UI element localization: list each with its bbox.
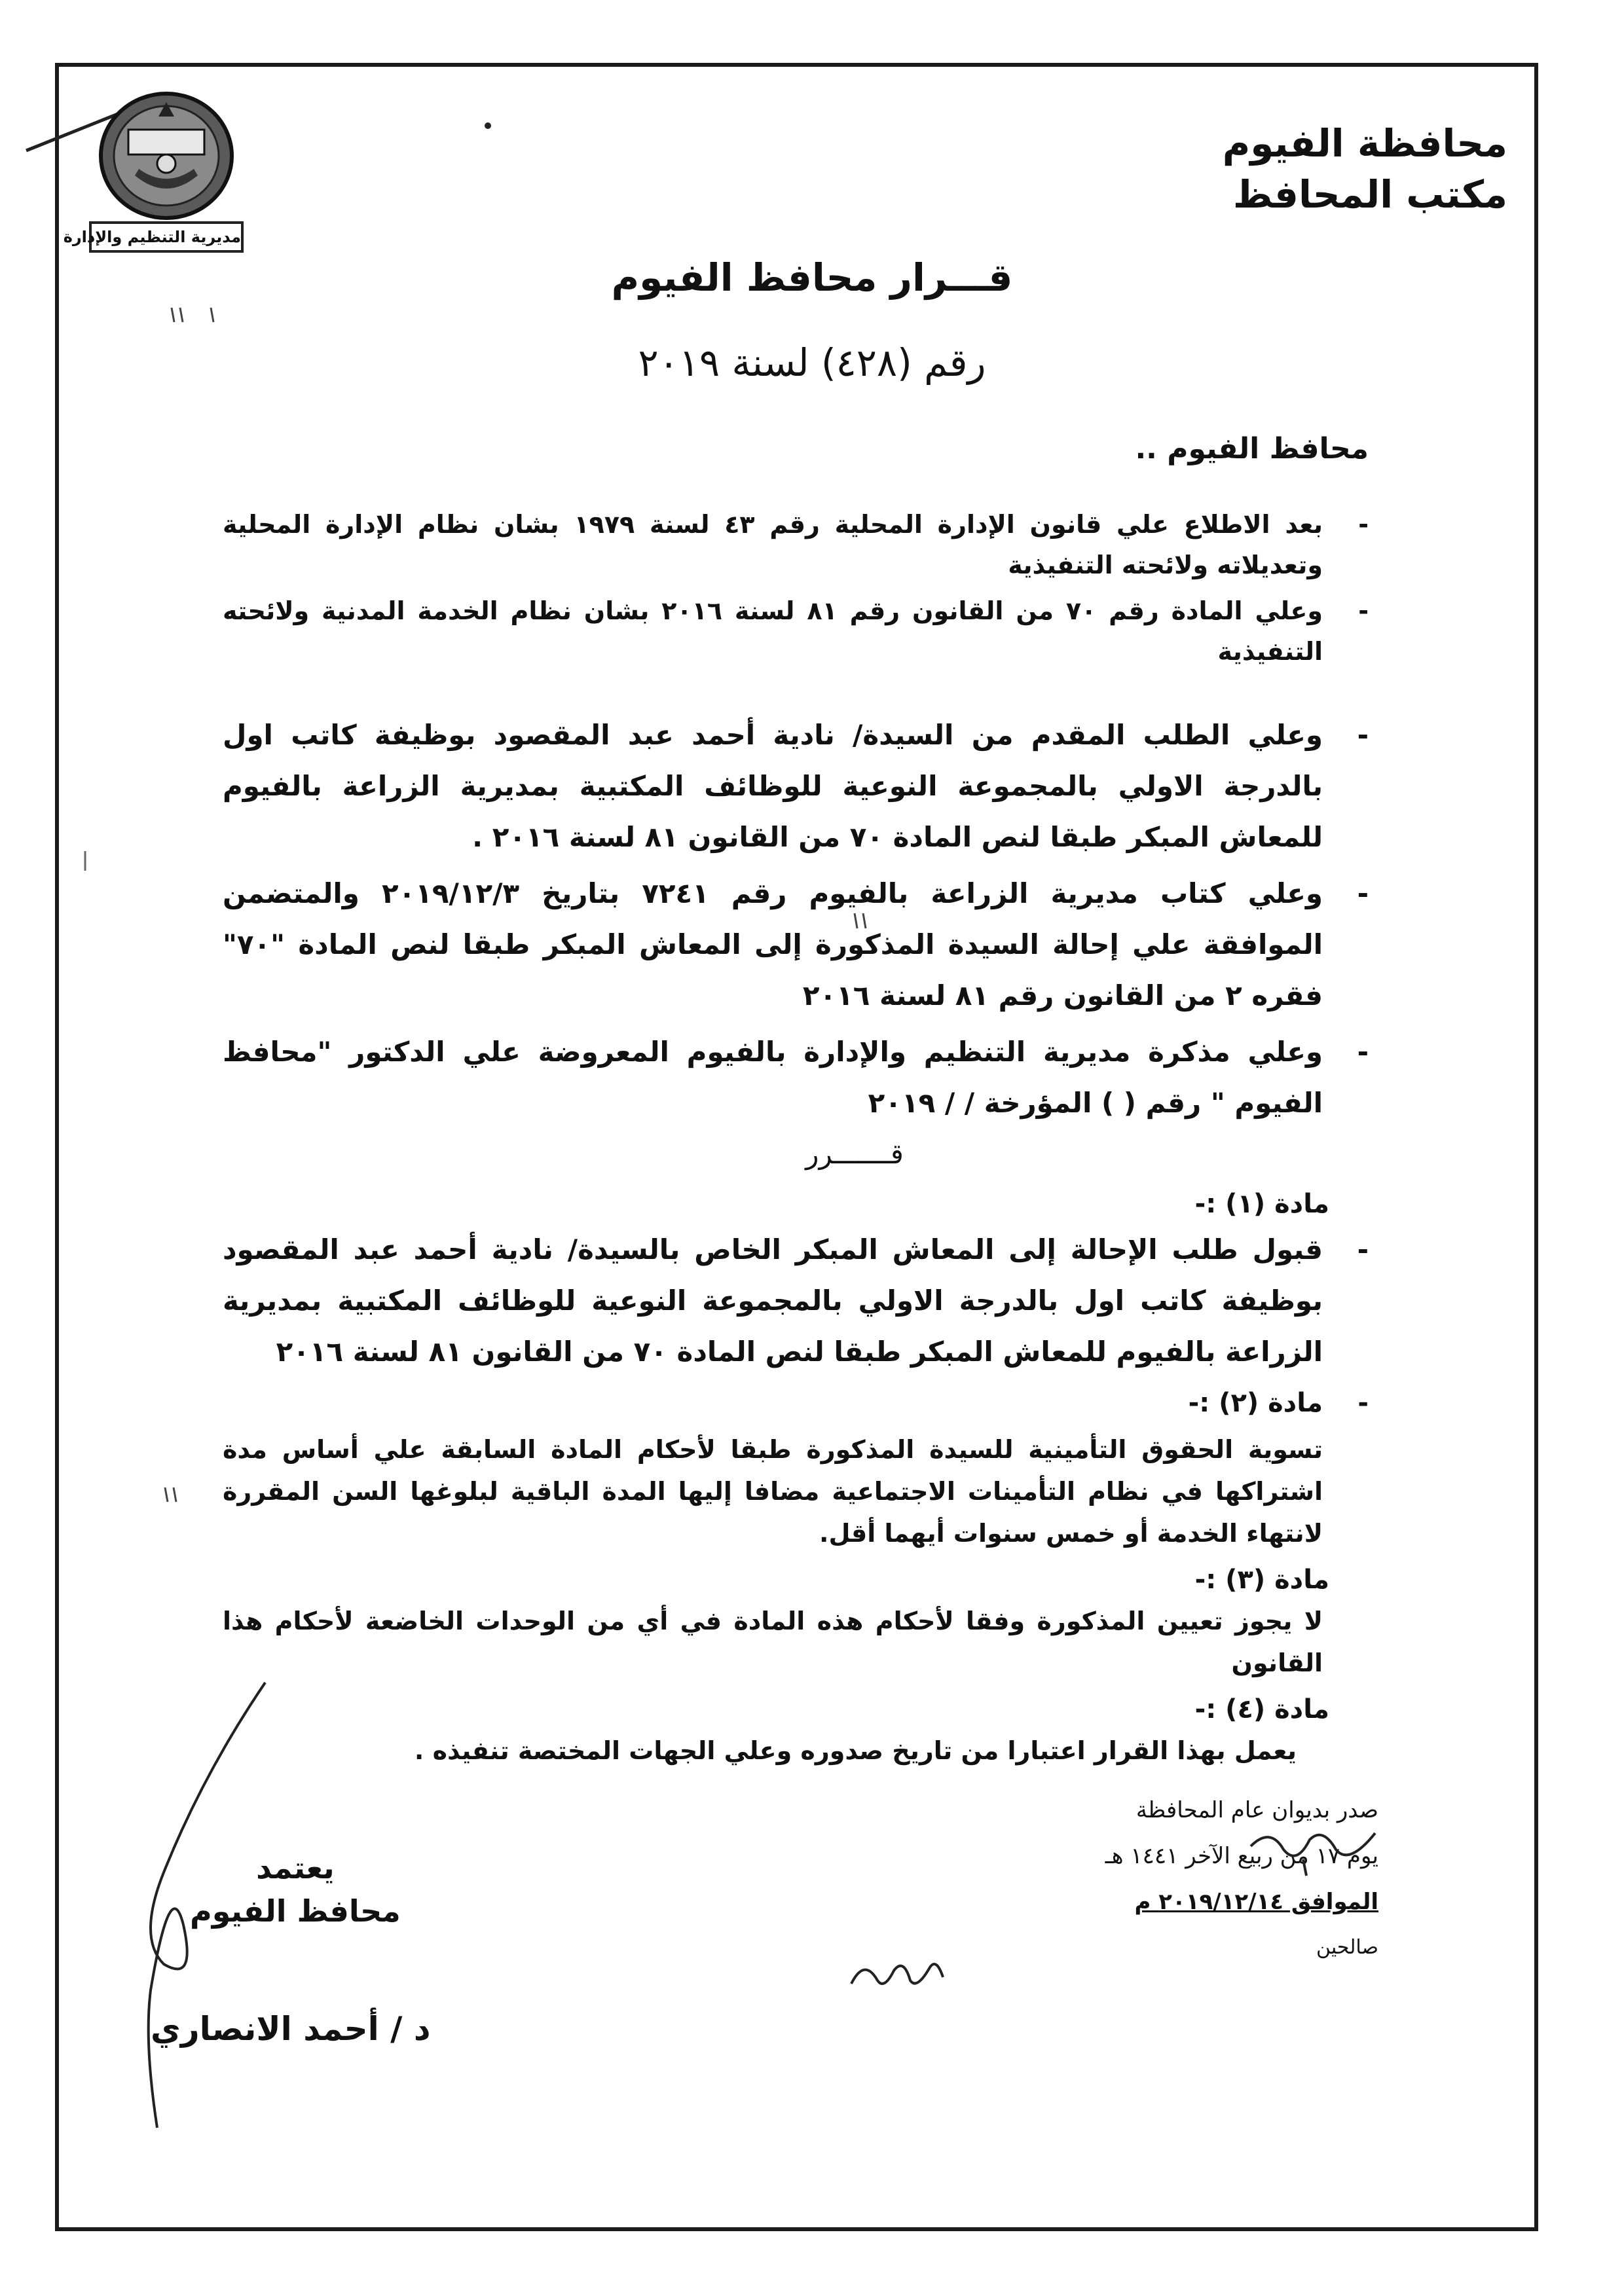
gregorian-date: الموافق ٢٠١٩/١٢/١٤ م bbox=[1134, 1889, 1378, 1915]
issue-info bbox=[1105, 1787, 1378, 1971]
approver-title: محافظ الفيوم bbox=[190, 1893, 401, 1929]
article-heading: مادة (١) :- bbox=[1194, 1189, 1329, 1219]
preamble-item: - وعلي المادة رقم ٧٠ من القانون رقم ٨١ لسنة ٢٠١٦ بشان نظام الخدمة المدنية ولائحته التنفيذية bbox=[223, 596, 1369, 666]
governorate-name: محافظة الفيوم bbox=[1222, 121, 1507, 166]
article-text: تسوية الحقوق التأمينية للسيدة المذكورة طبقا لأحكام المادة السابقة علي أساس مدة اشتراكها في نظام التأمينات الاجتماعية مضافا إليها المدة الباقية لبلوغها السن المقررة لانتهاء الخدمة أو خمس سنوات أيهما أقل. bbox=[223, 1435, 1323, 1548]
logo-caption: مديرية التنظيم والإدارة bbox=[89, 221, 244, 253]
article-heading: مادة (٣) :- bbox=[1194, 1565, 1329, 1595]
preamble-item: - وعلي كتاب مديرية الزراعة بالفيوم رقم ٧٢٤١ بتاريخ ٢٠١٩/١٢/٣ والمتضمن الموافقة علي إحالة السيدة المذكورة إلى المعاش المبكر طبقا لنص المادة "٧٠" فقره ٢ من القانون رقم ٨١ لسنة ٢٠١٦ bbox=[223, 877, 1369, 1011]
decree-number: رقم (٤٢٨) لسنة ٢٠١٩ bbox=[638, 340, 986, 385]
issued-at: صدر بديوان عام المحافظة bbox=[1135, 1797, 1378, 1823]
decree-title: قـــرار محافظ الفيوم bbox=[611, 255, 1013, 300]
emblem-icon bbox=[89, 90, 244, 228]
clerk-name: صالحين bbox=[1316, 1936, 1378, 1959]
handwritten-month-icon bbox=[1244, 1820, 1382, 1879]
governor-name: د / أحمد الانصاري bbox=[151, 2010, 431, 2048]
approval-label: يعتمد bbox=[256, 1850, 335, 1886]
preamble-item: - بعد الاطلاع علي قانون الإدارة المحلية رقم ٤٣ لسنة ١٩٧٩ بشان نظام الإدارة المحلية وتعديلاته ولائحته التنفيذية bbox=[223, 510, 1369, 579]
article-text: - قبول طلب الإحالة إلى المعاش المبكر الخاص بالسيدة/ نادية أحمد عبد المقصود بوظيفة كاتب اول بالدرجة الاولي بالمجموعة النوعية للوظائف المكتبية بمديرية الزراعة بالفيوم للمعاش المبكر طبقا لنص المادة ٧٠ من القانون ٨١ لسنة ٢٠١٦ bbox=[223, 1233, 1369, 1368]
initials-icon bbox=[845, 1944, 950, 2003]
hijri-date: يوم ١٧ من ربيع الآخر ١٤٤١ هـ bbox=[1105, 1843, 1378, 1869]
governor-salutation: محافظ الفيوم .. bbox=[1135, 432, 1369, 465]
signature-icon bbox=[124, 1676, 295, 2134]
spacer bbox=[223, 677, 1329, 710]
preamble-item: - وعلي الطلب المقدم من السيدة/ نادية أحمد عبد المقصود بوظيفة كاتب اول بالدرجة الاولي بالمجموعة النوعية للوظائف المكتبية بمديرية الزراعة بالفيوم للمعاش المبكر طبقا لنص المادة ٧٠ من القانون ٨١ لسنة ٢٠١٦ . bbox=[223, 719, 1369, 853]
article-heading: مادة (٤) :- bbox=[1194, 1694, 1329, 1724]
article-heading: - مادة (٢) :- bbox=[1188, 1388, 1369, 1418]
directorate-logo bbox=[63, 90, 244, 261]
decided-heading: قـــــــرر bbox=[805, 1138, 904, 1170]
office-name: مكتب المحافظ bbox=[1232, 172, 1507, 217]
article-text: لا يجوز تعيين المذكورة وفقا لأحكام هذه المادة في أي من الوحدات الخاضعة لأحكام هذا القانون bbox=[223, 1607, 1323, 1677]
article-text: يعمل بهذا القرار اعتبارا من تاريخ صدوره وعلي الجهات المختصة تنفيذه . bbox=[414, 1736, 1297, 1765]
preamble-item: - وعلي مذكرة مديرية التنظيم والإدارة بالفيوم المعروضة علي الدكتور "محافظ الفيوم " رقم ( ) المؤرخة / / ٢٠١٩ bbox=[223, 1036, 1369, 1119]
decree-body bbox=[223, 504, 1369, 1777]
issuer-header bbox=[1223, 118, 1507, 220]
